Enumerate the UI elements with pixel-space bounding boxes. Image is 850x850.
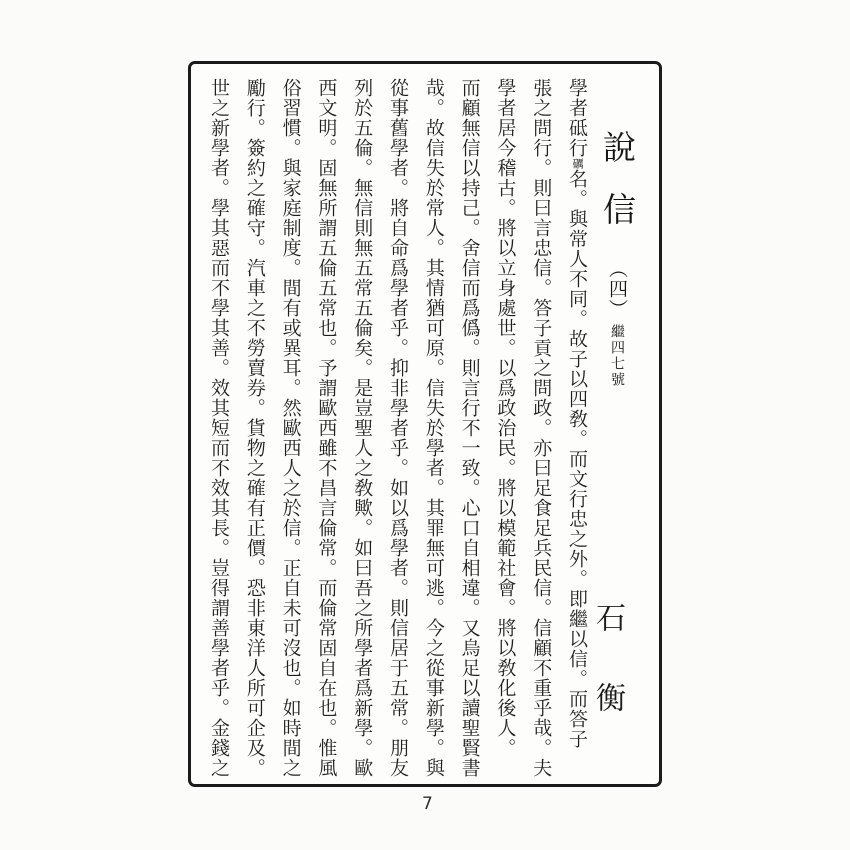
text-column: 哉。故信失於常人。其情猶可原。信失於學者。其罪無可逃。今之從事新學。與	[422, 78, 445, 778]
body-text	[200, 78, 595, 783]
text-column: 張之問行。則曰言忠信。答子貢之問政。亦曰足食足兵民信。信顧不重乎哉。夫	[530, 78, 553, 778]
document-title: 說信	[598, 130, 637, 254]
page-frame	[188, 61, 662, 787]
title-column	[597, 130, 637, 388]
text-column: 從事舊學者。將自命爲學者乎。抑非學者乎。如以爲學者。則信居于五常。朋友	[387, 78, 410, 778]
text-column: 勵行。簽約之確守。汽車之不勞賣券。貨物之確有正價。恐非東洋人所可企及。	[243, 78, 266, 778]
text-column: 而顧無信以持己。舍信而爲僞。則言行不一致。心口自相違。又烏足以讀聖賢書	[458, 78, 481, 778]
text-column: 西文明。固無所謂五倫五常也。予謂歐西雖不昌言倫常。而倫常固自在也。惟風	[315, 78, 338, 778]
inserted-small-char: 礪	[571, 158, 584, 169]
text-column: 世之新學者。學其惡而不學其善。效其短而不效其長。豈得謂善學者乎。金錢之	[208, 78, 231, 778]
text-column: 俗習慣。與家庭制度。間有或異耳。然歐西人之於信。正自未可沒也。如時間之	[279, 78, 302, 778]
column-text: 名。與常人不同。故子以四敎。而文行忠之外。即繼以信。而答子	[566, 169, 588, 749]
issue-number-label: 繼四七號	[609, 324, 625, 389]
title-part-number: （四）	[606, 259, 628, 320]
page-number: 7	[422, 794, 433, 814]
text-column: 列於五倫。無信則無五常五倫矣。是豈聖人之敎歟。如曰吾之所學者爲新學。歐	[351, 78, 374, 778]
author-name: 石衡	[590, 602, 625, 762]
text-column	[558, 78, 595, 783]
column-text: 學者砥行	[566, 78, 588, 158]
text-column: 學者居今稽古。將以立身處世。以爲政治民。將以模範社會。將以敎化後人。	[494, 78, 517, 758]
